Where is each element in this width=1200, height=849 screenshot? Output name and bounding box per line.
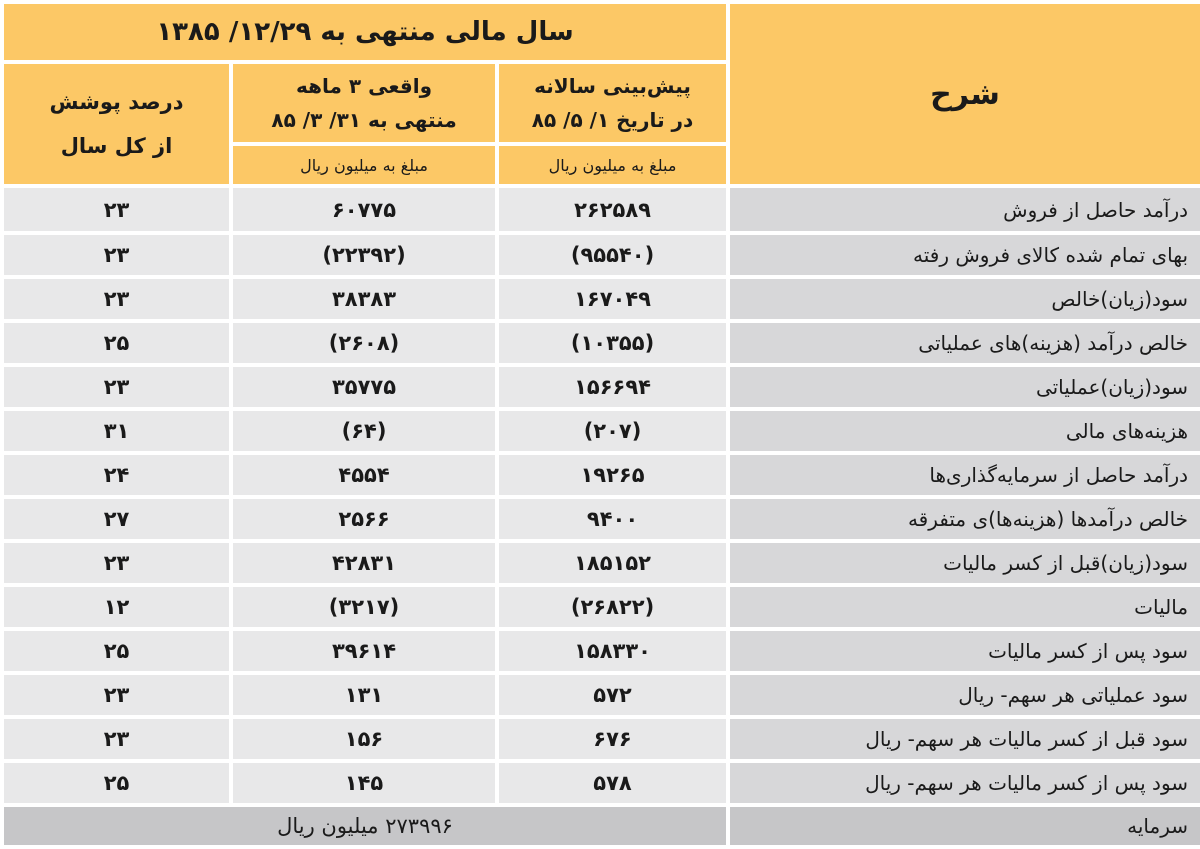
- row-label: سود پس از کسر مالیات هر سهم- ریال: [728, 761, 1200, 805]
- table-row: [2, 585, 1200, 629]
- coverage-value: ۲۳: [2, 541, 231, 585]
- row-label: سود قبل از کسر مالیات هر سهم- ریال: [728, 717, 1200, 761]
- forecast-value: (۲۰۷): [497, 409, 728, 453]
- forecast-value: ۱۵۶۶۹۴: [497, 365, 728, 409]
- table-row: [2, 365, 1200, 409]
- forecast-value: ۱۹۲۶۵: [497, 453, 728, 497]
- coverage-value: ۲۵: [2, 321, 231, 365]
- forecast-value: ۱۸۵۱۵۲: [497, 541, 728, 585]
- table-row: [2, 186, 1200, 233]
- actual-value: ۳۵۷۷۵: [231, 365, 497, 409]
- actual-value: ۱۵۶: [231, 717, 497, 761]
- row-label: سود(زیان)خالص: [728, 277, 1200, 321]
- table-row: [2, 453, 1200, 497]
- actual-value: ۱۳۱: [231, 673, 497, 717]
- forecast-value: ۹۴۰۰: [497, 497, 728, 541]
- row-label: سود(زیان)عملیاتی: [728, 365, 1200, 409]
- actual-value: ۲۵۶۶: [231, 497, 497, 541]
- coverage-value: ۲۴: [2, 453, 231, 497]
- row-label: خالص درآمدها (هزینه‌ها)ی متفرقه: [728, 497, 1200, 541]
- coverage-value: ۳۱: [2, 409, 231, 453]
- actual-unit-label: مبلغ به میلیون ریال: [231, 144, 497, 186]
- actual-value: ۴۲۸۳۱: [231, 541, 497, 585]
- annual-forecast-header: پیش‌بینی سالانه در تاریخ ۱/ ۵/ ۸۵: [497, 62, 728, 144]
- actual-3-month-header: واقعی ۳ ماهه منتهی به ۳۱/ ۳/ ۸۵: [231, 62, 497, 144]
- actual-value: (۲۶۰۸): [231, 321, 497, 365]
- forecast-value: (۲۶۸۲۲): [497, 585, 728, 629]
- coverage-value: ۲۷: [2, 497, 231, 541]
- table-row: [2, 629, 1200, 673]
- row-label: درآمد حاصل از سرمایه‌گذاری‌ها: [728, 453, 1200, 497]
- actual-value: ۱۴۵: [231, 761, 497, 805]
- actual-value: ۳۹۶۱۴: [231, 629, 497, 673]
- coverage-percent-header: درصد پوشش از کل سال: [2, 62, 231, 186]
- row-label: سود عملیاتی هر سهم- ریال: [728, 673, 1200, 717]
- forecast-value: (۱۰۳۵۵): [497, 321, 728, 365]
- coverage-value: ۲۳: [2, 186, 231, 233]
- row-label: درآمد حاصل از فروش: [728, 186, 1200, 233]
- row-label: سود پس از کسر مالیات: [728, 629, 1200, 673]
- row-label: مالیات: [728, 585, 1200, 629]
- coverage-value: ۱۲: [2, 585, 231, 629]
- table-row: [2, 717, 1200, 761]
- row-label: سود(زیان)قبل از کسر مالیات: [728, 541, 1200, 585]
- actual-value: (۲۲۳۹۲): [231, 233, 497, 277]
- capital-label: سرمایه: [728, 805, 1200, 847]
- fiscal-year-title: سال مالی منتهی به ۱۲/۲۹/ ۱۳۸۵: [2, 2, 728, 62]
- table-row: [2, 761, 1200, 805]
- capital-value: ۲۷۳۹۹۶ میلیون ریال: [2, 805, 728, 847]
- forecast-unit-label: مبلغ به میلیون ریال: [497, 144, 728, 186]
- forecast-value: (۹۵۵۴۰): [497, 233, 728, 277]
- table-row: [2, 409, 1200, 453]
- table-row: [2, 673, 1200, 717]
- coverage-value: ۲۳: [2, 277, 231, 321]
- capital-row: [2, 805, 1200, 847]
- row-label: هزینه‌های مالی: [728, 409, 1200, 453]
- forecast-value: ۵۷۸: [497, 761, 728, 805]
- forecast-value: ۱۵۸۳۳۰: [497, 629, 728, 673]
- row-label: خالص درآمد (هزینه)های عملیاتی: [728, 321, 1200, 365]
- actual-value: ۳۸۳۸۳: [231, 277, 497, 321]
- coverage-value: ۲۵: [2, 629, 231, 673]
- coverage-value: ۲۵: [2, 761, 231, 805]
- coverage-value: ۲۳: [2, 365, 231, 409]
- actual-value: ۴۵۵۴: [231, 453, 497, 497]
- table-row: [2, 321, 1200, 365]
- table-row: [2, 541, 1200, 585]
- forecast-value: ۵۷۲: [497, 673, 728, 717]
- table-row: [2, 497, 1200, 541]
- actual-value: (۶۴): [231, 409, 497, 453]
- forecast-value: ۱۶۷۰۴۹: [497, 277, 728, 321]
- coverage-value: ۲۳: [2, 717, 231, 761]
- table-row: [2, 277, 1200, 321]
- coverage-value: ۲۳: [2, 673, 231, 717]
- actual-value: (۳۲۱۷): [231, 585, 497, 629]
- coverage-value: ۲۳: [2, 233, 231, 277]
- table-row: [2, 233, 1200, 277]
- row-label: بهای تمام شده کالای فروش رفته: [728, 233, 1200, 277]
- actual-value: ۶۰۷۷۵: [231, 186, 497, 233]
- forecast-value: ۲۶۲۵۸۹: [497, 186, 728, 233]
- forecast-value: ۶۷۶: [497, 717, 728, 761]
- description-column-header: شرح: [728, 2, 1200, 186]
